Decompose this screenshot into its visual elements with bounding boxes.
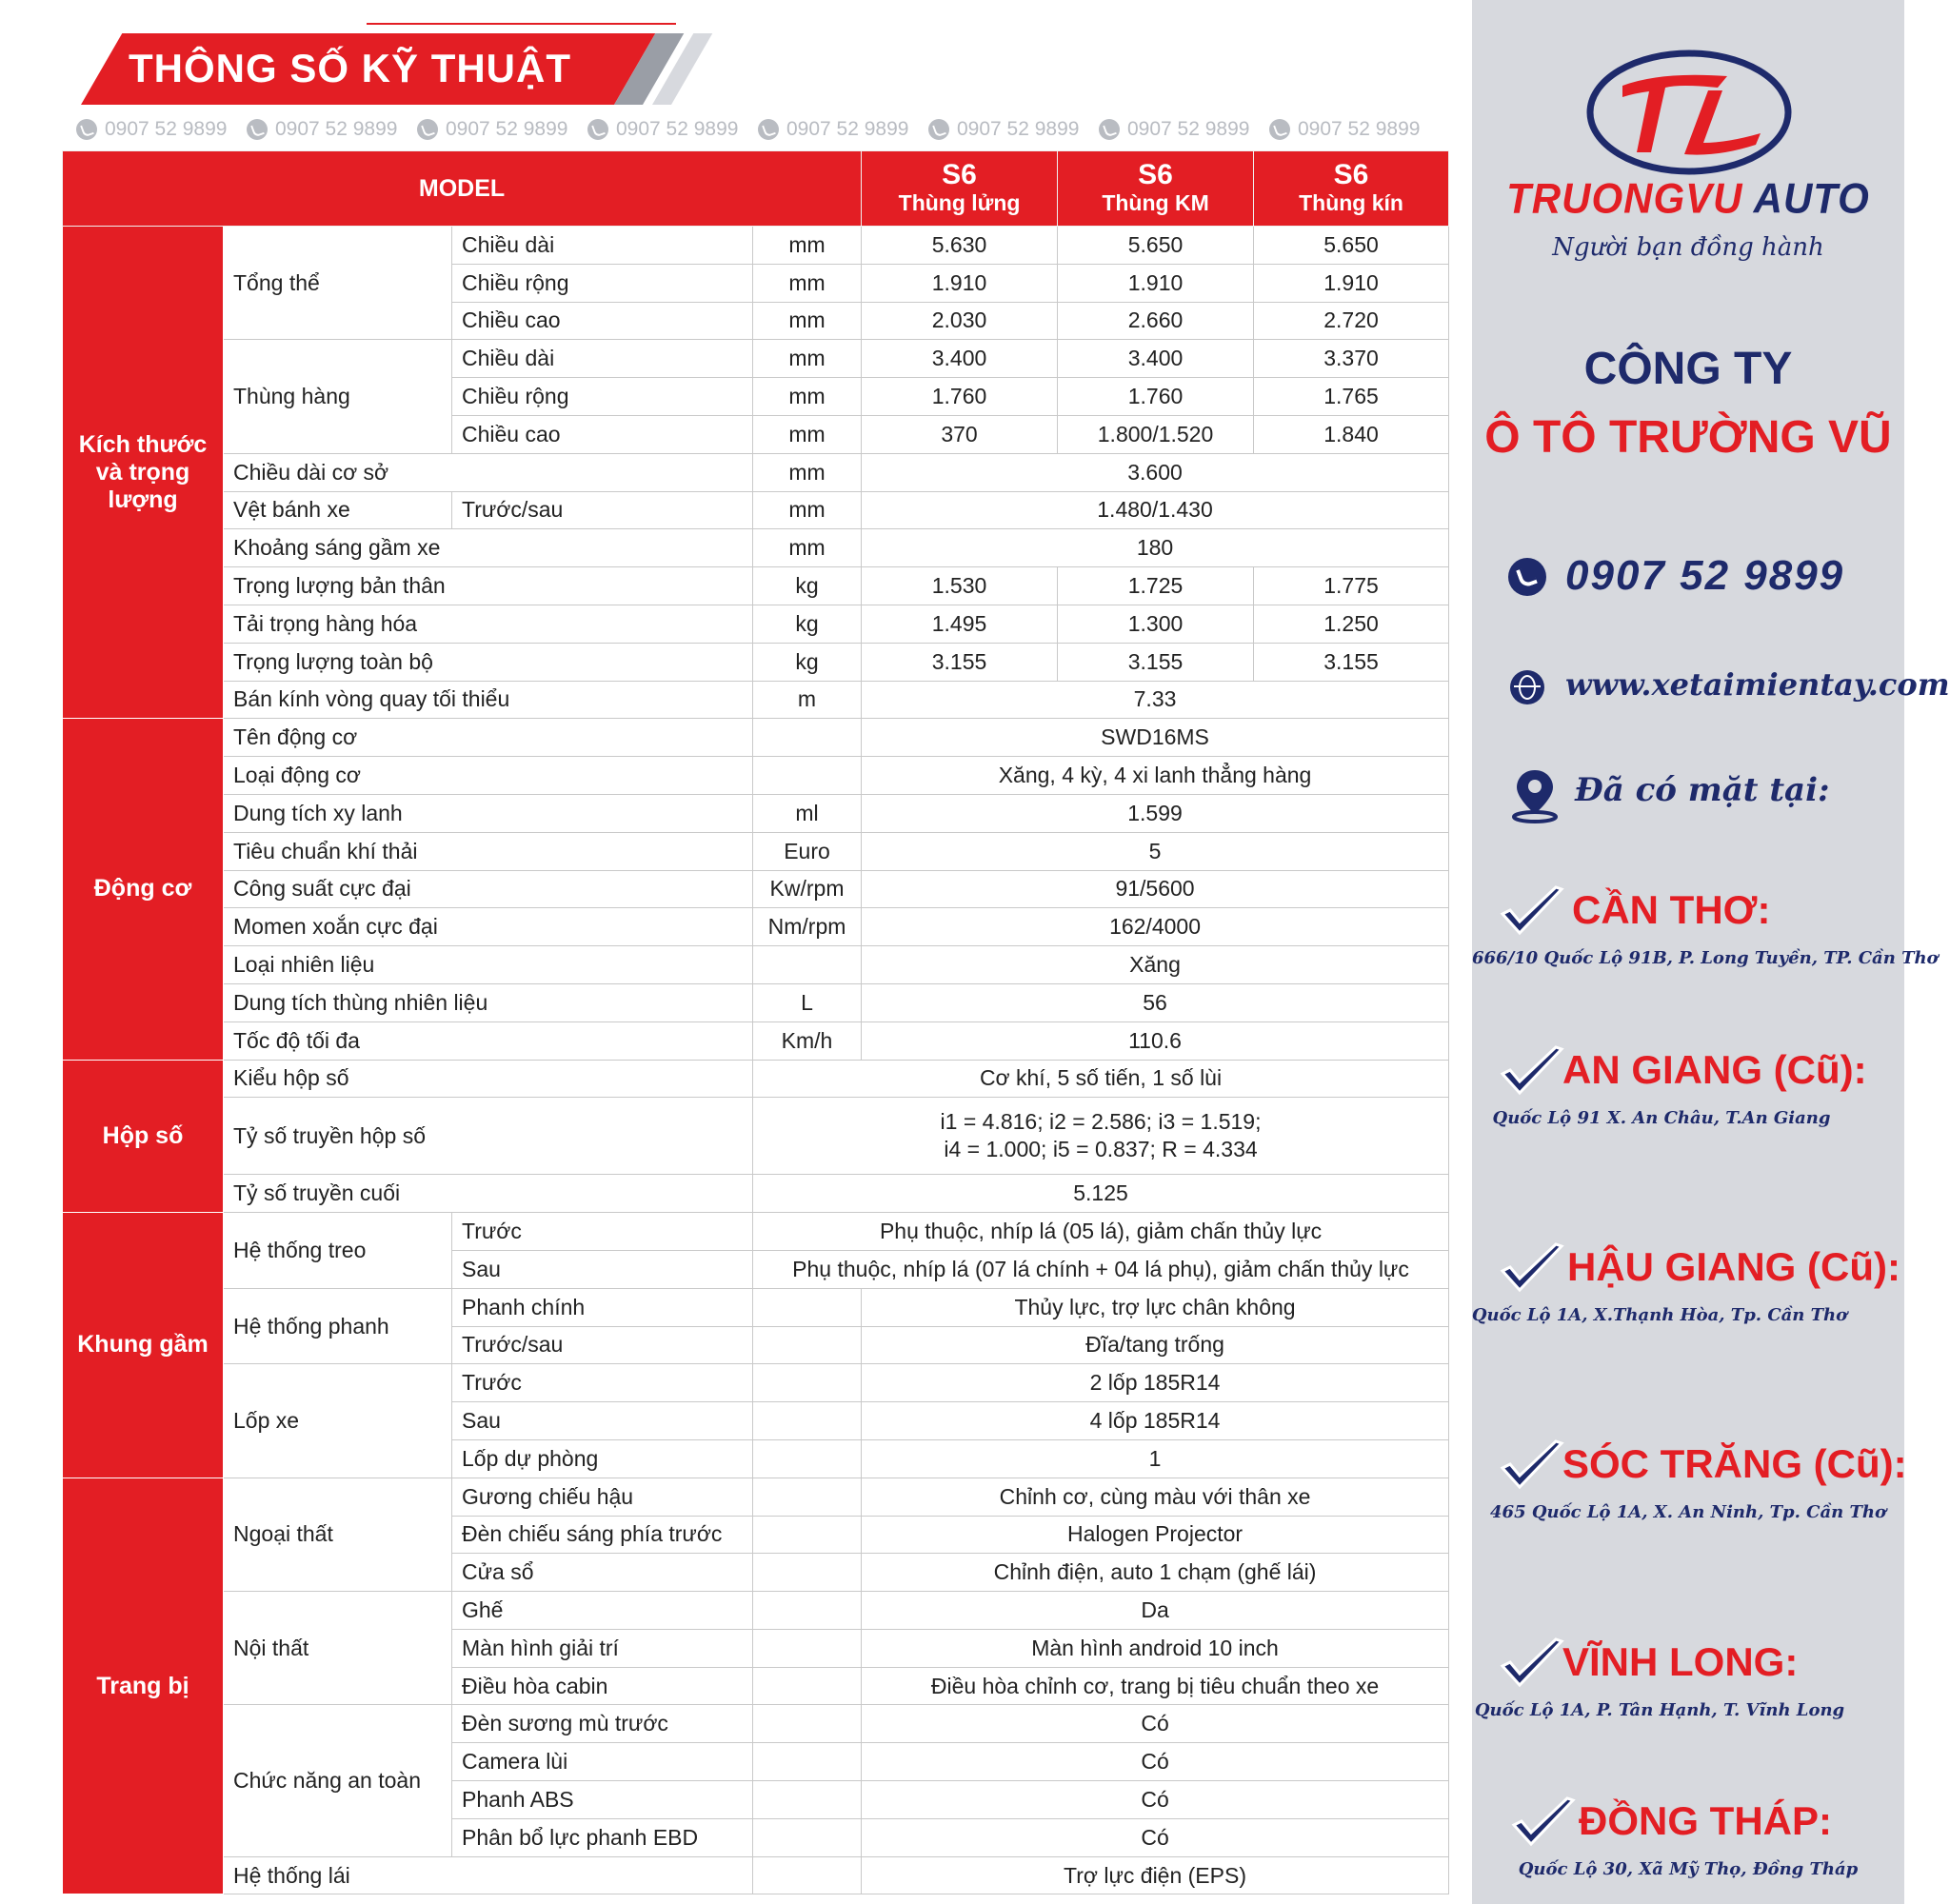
table-row xyxy=(63,908,1449,946)
table-row xyxy=(63,870,1449,908)
spec-item: Chiều rộng xyxy=(452,264,753,302)
spec-item: Phanh ABS xyxy=(452,1781,753,1819)
spec-unit xyxy=(753,1818,862,1856)
spec-category: Hệ thống treo xyxy=(224,1213,452,1289)
location-city: AN GIANG (Cũ): xyxy=(1562,1047,1867,1092)
spec-unit: Km/h xyxy=(753,1021,862,1060)
table-row xyxy=(63,491,1449,529)
spec-unit: mm xyxy=(753,491,862,529)
phone-icon xyxy=(1508,558,1546,596)
spec-item: Trọng lượng toàn bộ xyxy=(224,643,753,681)
spec-item: Sau xyxy=(452,1402,753,1440)
spec-category: Lốp xe xyxy=(224,1364,452,1478)
spec-value: 370 xyxy=(862,415,1058,453)
spec-value: 56 xyxy=(862,983,1449,1021)
checkmark-icon xyxy=(1499,1439,1565,1493)
spec-item: Trước/sau xyxy=(452,491,753,529)
spec-value: Điều hòa chỉnh cơ, trang bị tiêu chuẩn theo xe xyxy=(862,1667,1449,1705)
location-address: 666/10 Quốc Lộ 91B, P. Long Tuyền, TP. Cần Thơ xyxy=(1472,948,1939,968)
watermark-phone: 0907 52 9899 xyxy=(76,118,227,141)
table-row xyxy=(63,529,1449,567)
spec-unit: kg xyxy=(753,567,862,605)
logo-wordmark: TRUONGVU AUTO xyxy=(1506,174,1870,223)
spec-item: Bán kính vòng quay tối thiểu xyxy=(224,681,753,719)
spec-value: 1.765 xyxy=(1254,378,1449,416)
checkmark-icon xyxy=(1499,1045,1565,1099)
spec-item: Tốc độ tối đa xyxy=(224,1021,753,1060)
spec-value: Chỉnh cơ, cùng màu với thân xe xyxy=(862,1478,1449,1516)
contact-phone[interactable]: 0907 52 9899 xyxy=(1565,552,1845,599)
table-row xyxy=(63,1364,1449,1402)
spec-value: Da xyxy=(862,1592,1449,1630)
phone-icon xyxy=(928,119,949,140)
spec-table xyxy=(62,150,1449,1894)
spec-unit: Nm/rpm xyxy=(753,908,862,946)
company-name-line2: Ô TÔ TRƯỜNG VŨ xyxy=(1484,412,1892,463)
checkmark-icon xyxy=(1510,1796,1577,1850)
spec-value: 1.495 xyxy=(862,605,1058,643)
spec-value xyxy=(753,1098,1449,1175)
spec-value: 3.155 xyxy=(1254,643,1449,681)
table-row xyxy=(63,1478,1449,1516)
location-address: Quốc Lộ 1A, X.Thạnh Hòa, Tp. Cần Thơ xyxy=(1471,1305,1848,1325)
phone-icon xyxy=(417,119,438,140)
spec-value: Xăng, 4 kỳ, 4 xi lanh thẳng hàng xyxy=(862,757,1449,795)
watermark-phone: 0907 52 9899 xyxy=(928,118,1079,141)
spec-item: Trọng lượng bản thân xyxy=(224,567,753,605)
spec-value: Đĩa/tang trống xyxy=(862,1326,1449,1364)
location-pin-icon xyxy=(1508,766,1562,823)
checkmark-icon xyxy=(1499,1242,1565,1296)
watermark-phone: 0907 52 9899 xyxy=(417,118,567,141)
spec-item: Đèn chiếu sáng phía trước xyxy=(452,1516,753,1554)
spec-unit xyxy=(753,1439,862,1478)
spec-value: 3.400 xyxy=(862,340,1058,378)
spec-value: Trợ lực điện (EPS) xyxy=(862,1856,1449,1894)
location-address: Quốc Lộ 91 X. An Châu, T.An Giang xyxy=(1492,1108,1831,1128)
spec-value: Có xyxy=(862,1818,1449,1856)
table-row xyxy=(63,832,1449,870)
checkmark-icon xyxy=(1499,885,1565,939)
spec-item: Chiều rộng xyxy=(452,378,753,416)
spec-value: 1.480/1.430 xyxy=(862,491,1449,529)
spec-unit: mm xyxy=(753,264,862,302)
spec-item: Chiều dài xyxy=(452,227,753,265)
spec-value: 162/4000 xyxy=(862,908,1449,946)
spec-value: Có xyxy=(862,1781,1449,1819)
phone-icon xyxy=(587,119,608,140)
spec-item: Loại động cơ xyxy=(224,757,753,795)
location-city: VĨNH LONG: xyxy=(1562,1639,1799,1684)
spec-value: Xăng xyxy=(862,946,1449,984)
phone-icon xyxy=(247,119,268,140)
group-label: Hộp số xyxy=(63,1060,224,1213)
spec-value: 3.155 xyxy=(862,643,1058,681)
spec-item: Chiều cao xyxy=(452,302,753,340)
spec-value: Chỉnh điện, auto 1 chạm (ghế lái) xyxy=(862,1554,1449,1592)
spec-unit: mm xyxy=(753,415,862,453)
spec-value: 110.6 xyxy=(862,1021,1449,1060)
spec-category: Thùng hàng xyxy=(224,340,452,453)
checkmark-icon xyxy=(1499,1637,1565,1691)
spec-unit xyxy=(753,1554,862,1592)
spec-value: 4 lốp 185R14 xyxy=(862,1402,1449,1440)
website-link[interactable]: www.xetaimientay.com xyxy=(1565,666,1950,703)
table-row xyxy=(63,1098,1449,1175)
phone-icon xyxy=(76,119,97,140)
model-header: MODEL xyxy=(63,151,862,227)
spec-item: Tải trọng hàng hóa xyxy=(224,605,753,643)
spec-unit: mm xyxy=(753,378,862,416)
spec-unit: kg xyxy=(753,643,862,681)
spec-unit: kg xyxy=(753,605,862,643)
spec-unit: mm xyxy=(753,227,862,265)
gear-ratio-line: i1 = 4.816; i2 = 2.586; i3 = 1.519; xyxy=(940,1109,1262,1135)
table-row xyxy=(63,1288,1449,1326)
table-row xyxy=(63,1021,1449,1060)
spec-value: 3.155 xyxy=(1058,643,1254,681)
spec-value: 5.125 xyxy=(753,1175,1449,1213)
spec-category: Chức năng an toàn xyxy=(224,1705,452,1856)
location-address: 465 Quốc Lộ 1A, X. An Ninh, Tp. Cần Thơ xyxy=(1490,1502,1886,1522)
spec-item: Loại nhiên liệu xyxy=(224,946,753,984)
spec-unit xyxy=(753,946,862,984)
group-label: Động cơ xyxy=(63,719,224,1060)
spec-item: Công suất cực đại xyxy=(224,870,753,908)
spec-value: 3.600 xyxy=(862,453,1449,491)
watermark-phone: 0907 52 9899 xyxy=(758,118,908,141)
spec-value: 1.530 xyxy=(862,567,1058,605)
spec-value: 7.33 xyxy=(862,681,1449,719)
table-row xyxy=(63,1213,1449,1251)
spec-unit: m xyxy=(753,681,862,719)
spec-value: 1.250 xyxy=(1254,605,1449,643)
spec-value: SWD16MS xyxy=(862,719,1449,757)
table-row xyxy=(63,983,1449,1021)
spec-value: 5.650 xyxy=(1058,227,1254,265)
spec-value: Thủy lực, trợ lực chân không xyxy=(862,1288,1449,1326)
table-row xyxy=(63,453,1449,491)
spec-item: Trước/sau xyxy=(452,1326,753,1364)
table-row xyxy=(63,340,1449,378)
spec-item: Chiều dài xyxy=(452,340,753,378)
spec-value: 5 xyxy=(862,832,1449,870)
spec-item: Gương chiếu hậu xyxy=(452,1478,753,1516)
table-row xyxy=(63,643,1449,681)
spec-item: Dung tích thùng nhiên liệu xyxy=(224,983,753,1021)
group-label: Trang bị xyxy=(63,1478,224,1894)
spec-value: 1.910 xyxy=(1254,264,1449,302)
spec-unit xyxy=(753,1326,862,1364)
gear-ratio-line: i4 = 1.000; i5 = 0.837; R = 4.334 xyxy=(944,1137,1258,1162)
spec-value: Cơ khí, 5 số tiến, 1 số lùi xyxy=(753,1060,1449,1098)
location-city: SÓC TRĂNG (Cũ): xyxy=(1562,1441,1907,1486)
spec-value: 2.720 xyxy=(1254,302,1449,340)
table-header-row xyxy=(63,151,1449,227)
phone-icon xyxy=(1099,119,1120,140)
company-panel xyxy=(1471,0,1950,1904)
globe-icon xyxy=(1510,670,1544,704)
spec-unit: mm xyxy=(753,453,862,491)
spec-value: 180 xyxy=(862,529,1449,567)
table-row xyxy=(63,794,1449,832)
table-row xyxy=(63,1175,1449,1213)
spec-item: Khoảng sáng gầm xe xyxy=(224,529,753,567)
slogan: Người bạn đồng hành xyxy=(1552,233,1824,262)
spec-category: Hệ thống phanh xyxy=(224,1288,452,1364)
spec-value: 1.840 xyxy=(1254,415,1449,453)
column-header: S6 Thùng lửng xyxy=(862,151,1058,227)
spec-item: Tiêu chuẩn khí thải xyxy=(224,832,753,870)
spec-item: Lốp dự phòng xyxy=(452,1439,753,1478)
table-row xyxy=(63,567,1449,605)
spec-value: 1.800/1.520 xyxy=(1058,415,1254,453)
location-city: CẦN THƠ: xyxy=(1572,887,1771,932)
spec-item: Đèn sương mù trước xyxy=(452,1705,753,1743)
spec-value: 5.630 xyxy=(862,227,1058,265)
table-row xyxy=(63,757,1449,795)
page-title: THÔNG SỐ KỸ THUẬT xyxy=(129,46,571,90)
spec-unit xyxy=(753,1629,862,1667)
spec-item: Kiểu hộp số xyxy=(224,1060,753,1098)
spec-unit: mm xyxy=(753,529,862,567)
banner-underline xyxy=(367,23,676,25)
spec-item: Tỷ số truyền hộp số xyxy=(224,1098,753,1175)
spec-value: 1.910 xyxy=(862,264,1058,302)
spec-unit xyxy=(753,719,862,757)
spec-value: 1.760 xyxy=(1058,378,1254,416)
truongvu-logo xyxy=(1584,48,1794,181)
spec-item: Ghế xyxy=(452,1592,753,1630)
spec-item: Tỷ số truyền cuối xyxy=(224,1175,753,1213)
spec-value: Có xyxy=(862,1743,1449,1781)
spec-value: 2.030 xyxy=(862,302,1058,340)
spec-unit xyxy=(753,1364,862,1402)
phone-icon xyxy=(1269,119,1290,140)
spec-unit xyxy=(753,757,862,795)
spec-item: Cửa sổ xyxy=(452,1554,753,1592)
spec-item: Trước xyxy=(452,1213,753,1251)
spec-item: Màn hình giải trí xyxy=(452,1629,753,1667)
watermark-phone: 0907 52 9899 xyxy=(247,118,397,141)
spec-item: Chiều dài cơ sở xyxy=(224,453,753,491)
watermark-phone: 0907 52 9899 xyxy=(587,118,738,141)
company-name-line1: CÔNG TY xyxy=(1583,344,1793,394)
table-row xyxy=(63,1592,1449,1630)
spec-unit: Kw/rpm xyxy=(753,870,862,908)
spec-unit xyxy=(753,1592,862,1630)
watermark-phone: 0907 52 9899 xyxy=(1099,118,1249,141)
spec-value: 1.300 xyxy=(1058,605,1254,643)
phone-icon xyxy=(758,119,779,140)
table-row xyxy=(63,719,1449,757)
phone-watermark-row xyxy=(76,118,1457,147)
table-row xyxy=(63,1060,1449,1098)
spec-value: 1.775 xyxy=(1254,567,1449,605)
table-row xyxy=(63,946,1449,984)
column-header: S6 Thùng KM xyxy=(1058,151,1254,227)
group-label: Kích thước và trọng lượng xyxy=(63,227,224,719)
spec-item: Hệ thống lái xyxy=(224,1856,753,1894)
spec-value: 3.370 xyxy=(1254,340,1449,378)
spec-item: Momen xoắn cực đại xyxy=(224,908,753,946)
table-row xyxy=(63,1856,1449,1894)
spec-value: 1.760 xyxy=(862,378,1058,416)
column-header: S6 Thùng kín xyxy=(1254,151,1449,227)
spec-unit xyxy=(753,1856,862,1894)
location-city: HẬU GIANG (Cũ): xyxy=(1567,1244,1900,1289)
spec-unit xyxy=(753,1478,862,1516)
spec-value: 1 xyxy=(862,1439,1449,1478)
spec-item: Camera lùi xyxy=(452,1743,753,1781)
spec-value: Phụ thuộc, nhíp lá (07 lá chính + 04 lá phụ), giảm chấn thủy lực xyxy=(753,1250,1449,1288)
spec-unit xyxy=(753,1402,862,1440)
spec-value: 2 lốp 185R14 xyxy=(862,1364,1449,1402)
spec-item: Trước xyxy=(452,1364,753,1402)
group-label: Khung gầm xyxy=(63,1213,224,1478)
location-city: ĐỒNG THÁP: xyxy=(1579,1798,1832,1843)
spec-value: 1.910 xyxy=(1058,264,1254,302)
table-row xyxy=(63,681,1449,719)
spec-unit: L xyxy=(753,983,862,1021)
location-address: Quốc Lộ 30, Xã Mỹ Thọ, Đồng Tháp xyxy=(1518,1859,1859,1879)
spec-category: Nội thất xyxy=(224,1592,452,1705)
spec-value: Phụ thuộc, nhíp lá (05 lá), giảm chấn thủy lực xyxy=(753,1213,1449,1251)
spec-value: Màn hình android 10 inch xyxy=(862,1629,1449,1667)
spec-item: Chiều cao xyxy=(452,415,753,453)
spec-value: 5.650 xyxy=(1254,227,1449,265)
spec-value: Có xyxy=(862,1705,1449,1743)
spec-value: 2.660 xyxy=(1058,302,1254,340)
spec-value: 1.599 xyxy=(862,794,1449,832)
spec-unit xyxy=(753,1288,862,1326)
watermark-phone: 0907 52 9899 xyxy=(1269,118,1420,141)
spec-unit: Euro xyxy=(753,832,862,870)
spec-value: 3.400 xyxy=(1058,340,1254,378)
spec-item: Tên động cơ xyxy=(224,719,753,757)
spec-value: Halogen Projector xyxy=(862,1516,1449,1554)
spec-unit xyxy=(753,1743,862,1781)
spec-unit xyxy=(753,1705,862,1743)
spec-category: Ngoại thất xyxy=(224,1478,452,1591)
spec-unit xyxy=(753,1516,862,1554)
spec-category: Vệt bánh xe xyxy=(224,491,452,529)
spec-value: 1.725 xyxy=(1058,567,1254,605)
spec-unit xyxy=(753,1781,862,1819)
spec-unit xyxy=(753,1667,862,1705)
spec-item: Điều hòa cabin xyxy=(452,1667,753,1705)
spec-unit: mm xyxy=(753,340,862,378)
spec-value: 91/5600 xyxy=(862,870,1449,908)
table-row xyxy=(63,227,1449,265)
spec-item: Sau xyxy=(452,1250,753,1288)
spec-category: Tổng thể xyxy=(224,227,452,340)
spec-item: Dung tích xy lanh xyxy=(224,794,753,832)
spec-item: Phân bổ lực phanh EBD xyxy=(452,1818,753,1856)
spec-item: Phanh chính xyxy=(452,1288,753,1326)
table-row xyxy=(63,1705,1449,1743)
table-row xyxy=(63,605,1449,643)
spec-unit: mm xyxy=(753,302,862,340)
present-at-label: Đã có mặt tại: xyxy=(1575,771,1830,809)
location-address: Quốc Lộ 1A, P. Tân Hạnh, T. Vĩnh Long xyxy=(1474,1700,1845,1720)
spec-unit: ml xyxy=(753,794,862,832)
